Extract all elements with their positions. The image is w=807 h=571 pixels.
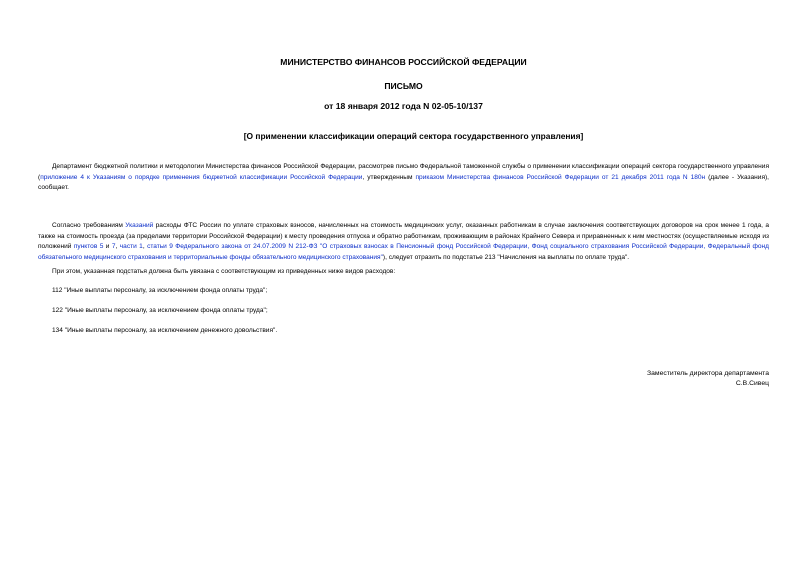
code-134-text: 134 "Иные выплаты персоналу, за исключением денежного довольствия". xyxy=(52,327,278,334)
req-text-4: , xyxy=(115,243,120,251)
document-type-heading: ПИСЬМО xyxy=(384,81,423,91)
paragraph-code-112 xyxy=(38,286,769,297)
link-appendix-4[interactable]: приложение 4 к Указаниям о порядке применения бюджетной классификации Российской Федерации xyxy=(40,173,363,181)
paragraph-code-134 xyxy=(38,326,769,337)
date-number-heading: от 18 января 2012 года N 02-05-10/137 xyxy=(324,101,483,111)
link-point-7[interactable]: 7 xyxy=(111,243,116,251)
intro-text-3: (далее - Указания), сообщает. xyxy=(38,173,769,192)
link-law-212fz[interactable]: статьи 9 Федерального закона от 24.07.2009 N 212-ФЗ "О страховых взносах в Пенсионный фонд Российской Федерации, Фонд социального страхования Российской Федерации, Федеральный фонд обязательного медицинского страхования и территориальные фонды обязательного медицинского страхования" xyxy=(38,243,769,261)
paragraph-requirements xyxy=(38,221,769,263)
req-text-6: ), следует отразить по подстатье 213 "Начисления на выплаты по оплате труда". xyxy=(382,253,630,261)
signature-position: Заместитель директора департамента xyxy=(647,370,769,377)
paragraph-linkage xyxy=(38,267,769,278)
signature-name: С.В.Сивец xyxy=(735,380,769,387)
paragraph-intro xyxy=(38,162,769,194)
link-order-180n[interactable]: приказом Министерства финансов Российской Федерации от 21 декабря 2011 года N 180н xyxy=(415,173,706,181)
req-text-5: , xyxy=(142,243,148,251)
code-112-text: 112 "Иные выплаты персоналу, за исключением фонда оплаты труда"; xyxy=(52,287,268,294)
linkage-text: При этом, указанная подстатья должна быть увязана с соответствующим из приведенных ниже видов расходов: xyxy=(52,268,396,275)
link-part-1[interactable]: части 1 xyxy=(119,243,143,251)
link-points-5[interactable]: пунктов 5 xyxy=(73,243,104,251)
req-text-3: и xyxy=(103,243,112,251)
link-instructions[interactable]: Указаний xyxy=(125,222,154,229)
req-text-2: расходы ФТС России по уплате страховых взносов, начисленных на стоимость медицинских услуг, оказанных работникам в случае заключения соответствующих договоров на срок менее 1 года, а также на стоимость проезда (за пределами территории Российской Федерации) к месту проведения отпуска и обратно работникам, проживающим в районах Крайнего Севера и приравненных к ним местностях (осуществляемые исходя из положений xyxy=(38,222,769,251)
ministry-heading: МИНИСТЕРСТВО ФИНАНСОВ РОССИЙСКОЙ ФЕДЕРАЦИИ xyxy=(280,57,527,67)
subject-heading: [О применении классификации операций сектора государственного управления] xyxy=(243,131,584,141)
intro-text-1: Департамент бюджетной политики и методологии Министерства финансов Российской Федерации, рассмотрев письмо Федеральной таможенной службы о применении классификации операций сектора государственного управления ( xyxy=(38,163,769,181)
intro-text-2: , утвержденным xyxy=(362,173,416,181)
code-122-text: 122 "Иные выплаты персоналу, за исключением фонда оплаты труда"; xyxy=(52,307,268,314)
req-text-1: Согласно требованиям xyxy=(52,222,126,229)
paragraph-code-122 xyxy=(38,306,769,317)
